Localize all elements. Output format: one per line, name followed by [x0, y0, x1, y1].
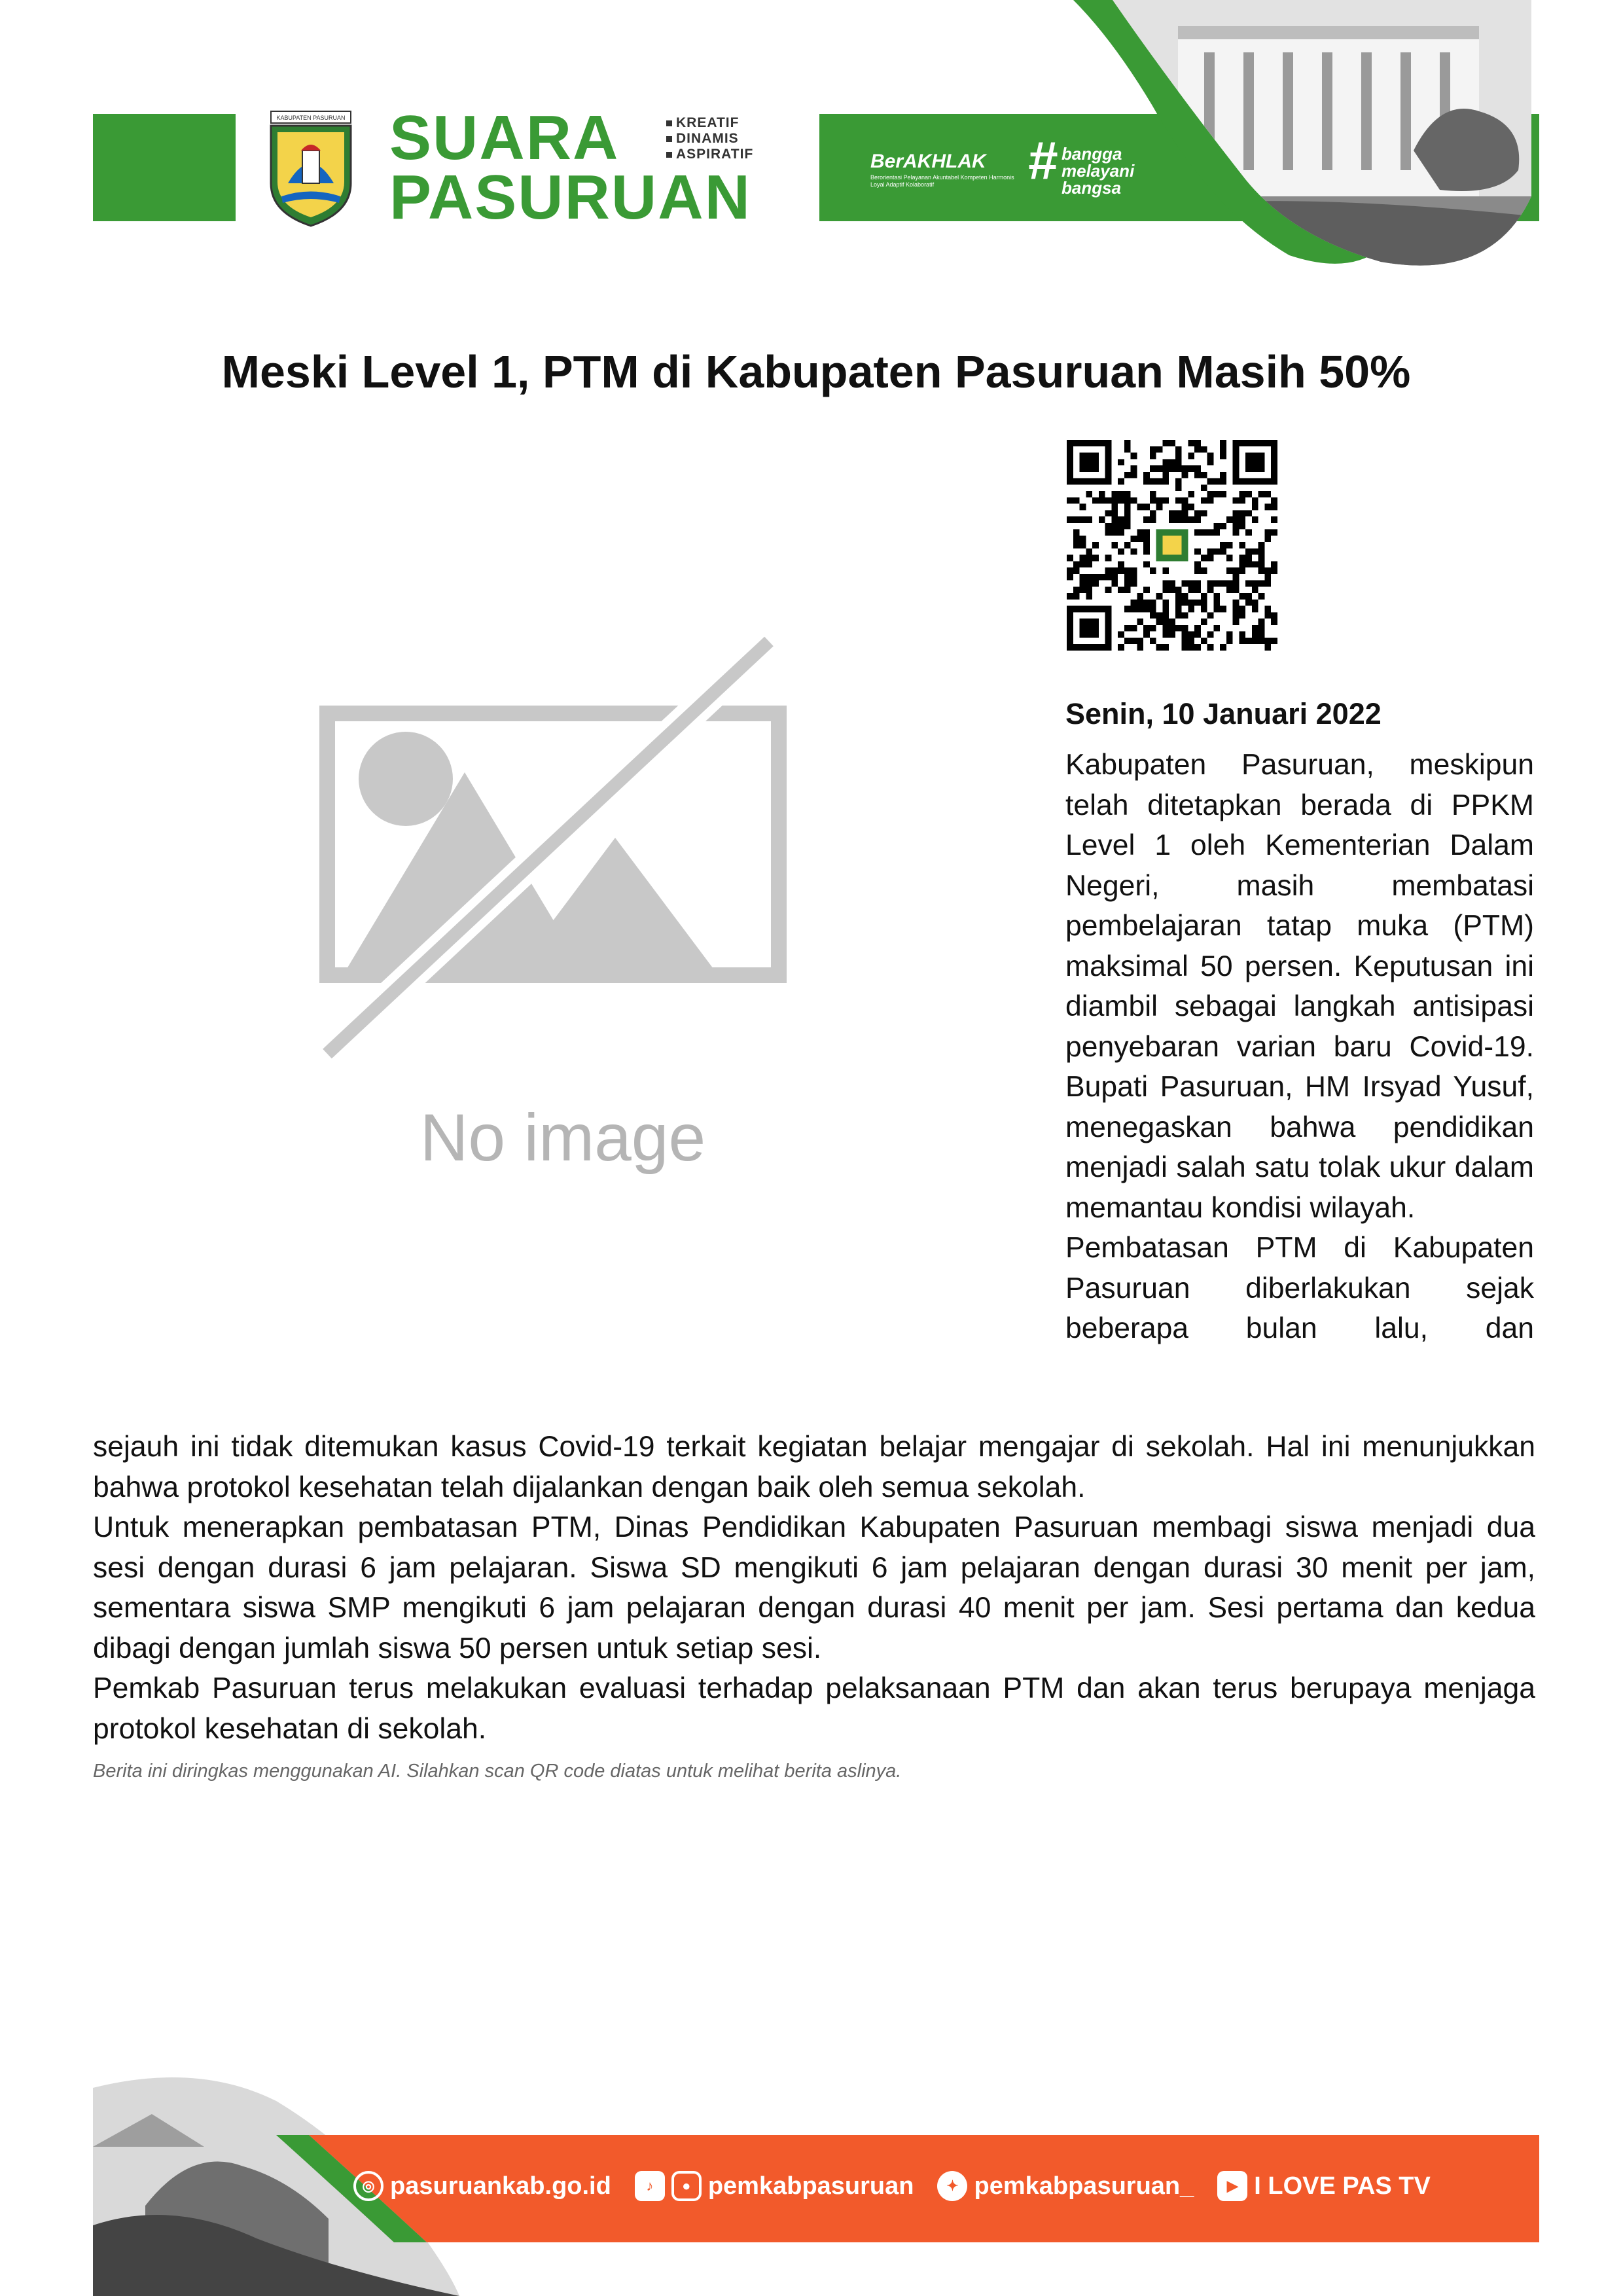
article-paragraph: Pemkab Pasuruan terus melakukan evaluasi terhadap pelaksanaan PTM dan akan terus berupaya menjaga protokol kesehatan di sekolah. [93, 1672, 1535, 1745]
bangga-melayani-bangsa [1061, 145, 1134, 196]
tagline-item: KREATIF [666, 115, 753, 131]
tiktok-icon: ♪ [635, 2171, 665, 2201]
emblem-caption: KABUPATEN PASURUAN [276, 115, 346, 121]
footer-social[interactable] [635, 2171, 914, 2201]
ai-disclaimer: Berita ini diringkas menggunakan AI. Silahkan scan QR code diatas untuk melihat berita aslinya. [93, 1761, 902, 1782]
tagline-item: DINAMIS [666, 131, 753, 147]
berakhlak-logo [870, 151, 1014, 188]
no-image-label: No image [419, 1100, 706, 1175]
article-title: Meski Level 1, PTM di Kabupaten Pasuruan Masih 50% [221, 346, 1411, 397]
article-paragraph: Pembatasan PTM di Kabupaten Pasuruan diberlakukan sejak beberapa bulan lalu, dan [1065, 1232, 1534, 1344]
social-handle-label: pemkabpasuruan [707, 2172, 914, 2200]
article-column-text [1065, 745, 1534, 1349]
article-paragraph: sejauh ini tidak ditemukan kasus Covid-19 terkait kegiatan belajar mengajar di sekolah. Hal ini menunjukkan bahwa protokol kesehatan telah dijalankan dengan baik oleh semua sekolah. [93, 1431, 1535, 1503]
twitter-icon: ✦ [937, 2171, 967, 2201]
bangga-line: bangsa [1061, 178, 1122, 198]
website-label: pasuruankab.go.id [390, 2172, 611, 2200]
article-paragraph: Untuk menerapkan pembatasan PTM, Dinas Pendidikan Kabupaten Pasuruan membagi siswa menjadi dua sesi dengan durasi 6 jam pelajaran. Siswa SD mengikuti 6 jam pelajaran dengan durasi 30 menit per jam, sementara siswa SMP mengikuti 6 jam pelajaran dengan durasi 40 menit per jam. Sesi pertama dan kedua dibagi dengan jumlah siswa 50 persen untuk setiap sesi. [93, 1511, 1535, 1664]
header-building-photo [1073, 0, 1531, 281]
tagline-item: ASPIRATIF [666, 147, 753, 162]
tagline [666, 115, 753, 162]
youtube-icon: ▶ [1217, 2171, 1247, 2201]
youtube-label: I LOVE PAS TV [1254, 2172, 1431, 2200]
bangga-line: melayani [1061, 161, 1135, 181]
article-full-text [93, 1427, 1535, 1749]
article-date: Senin, 10 Januari 2022 [1065, 697, 1382, 730]
qr-code[interactable] [1067, 440, 1277, 651]
brand-line2: PASURUAN [389, 162, 751, 233]
header-left-band [93, 114, 236, 221]
footer-youtube[interactable] [1217, 2171, 1431, 2201]
footer-links [353, 2166, 1454, 2206]
footer-website[interactable] [353, 2171, 611, 2201]
bangga-line: bangga [1061, 144, 1122, 164]
twitter-handle-label: pemkabpasuruan_ [974, 2172, 1194, 2200]
globe-icon: ◎ [353, 2171, 383, 2201]
kabupaten-emblem [262, 105, 360, 229]
footer-twitter[interactable] [937, 2171, 1194, 2201]
instagram-icon: ● [671, 2171, 702, 2201]
brand-line1: SUARA [389, 103, 620, 173]
berakhlak-title: BerAKHLAK [870, 151, 986, 172]
bangga-hash-icon: # [1027, 131, 1058, 190]
berakhlak-subtitle: Berorientasi Pelayanan Akuntabel Kompeten Harmonis Loyal Adaptif Kolaboratif [870, 174, 1014, 188]
article-paragraph: Kabupaten Pasuruan, meskipun telah ditetapkan berada di PPKM Level 1 oleh Kementerian Dalam Negeri, masih membatasi pembelajaran tatap muka (PTM) maksimal 50 persen. Keputusan ini diambil sebagai langkah antisipasi penyebaran varian baru Covid-19. Bupati Pasuruan, HM Irsyad Yusuf, menegaskan bahwa pendidikan menjadi salah satu tolak ukur dalam memantau kondisi wilayah. [1065, 749, 1534, 1224]
